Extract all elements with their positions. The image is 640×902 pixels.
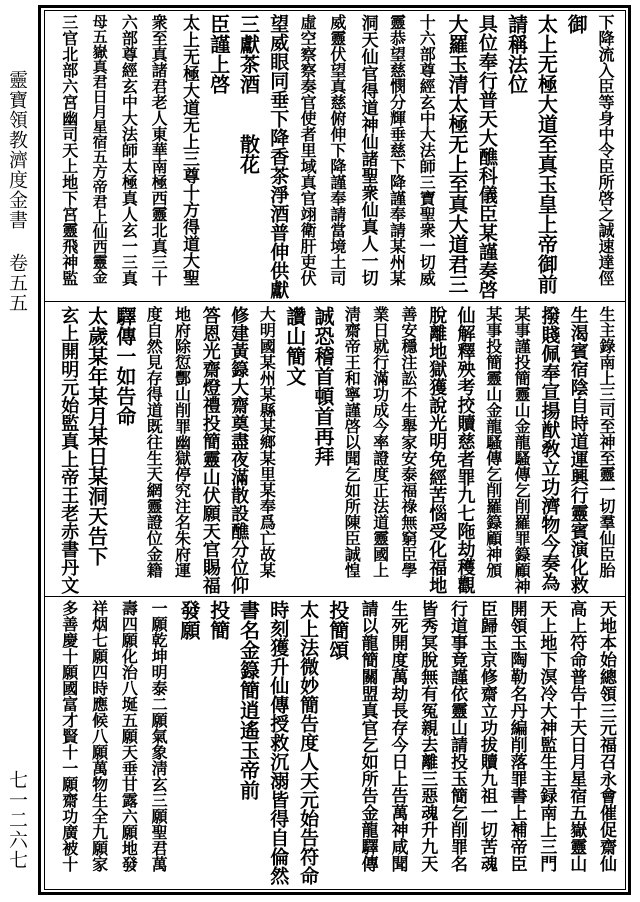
text-column: 度自然見存得道既往生天網靈證位金籍 [144, 306, 164, 578]
text-column: 壽四願化治八埏五願天垂甘露六願地發 [119, 600, 139, 872]
text-column: 臣歸玉京修齋立功拔贖九祖一切苦魂 [476, 600, 497, 872]
text-column: 仙解釋殃考挍贖慈者罪九七陁劫穫觀 [454, 306, 476, 594]
text-column: 修建黃籙大齋奠盡夜滿散設醮分位仰 [228, 306, 250, 594]
text-column: 多善慶十願國富才賢十一願齋功廣被十 [59, 600, 79, 872]
text-column: 地府除愆酆山削罪幽獄停究注名朱府運 [172, 306, 192, 578]
text-column: 某事謹投簡靈山金龍騷傳乞削羅罪籙顧神 [512, 306, 532, 594]
text-column: 十六部尊經玄中大法師三寶聖衆一切威 [417, 14, 437, 286]
text-column: 具位奉行普天大醮科儀臣某謹奏啓 [475, 14, 498, 299]
text-column: 太上法微妙簡告度人天元始告符命 [297, 600, 320, 885]
text-column: 生渴賓宿陰自時道運興行靈賓演化救 [567, 306, 589, 594]
text-column: 請稱法位 [504, 14, 529, 94]
text-column: 六部尊經玄中大法師太極真人玄一三真 [119, 14, 139, 286]
panel-separator-1 [44, 301, 626, 302]
text-column: 讚山簡文 [282, 306, 307, 386]
text-column: 驛傳一如告命 [112, 306, 137, 426]
margin-folio-number: 七一二六七 [6, 770, 28, 870]
text-column: 淸齋帝王和寧謹啓以聞乞如所陳臣誠惶 [342, 306, 362, 578]
text-column: 靈恭望慈憫分輝垂慈下降謹奉請某州某 [387, 14, 407, 286]
text-column: 善安穩注訟不生舉家安泰福祿無窮臣學 [398, 306, 418, 578]
text-column: 高上符命普告十天日月星宿五嶽靈山 [566, 600, 587, 872]
text-column: 母五嶽真君日月星宿五方帝君上仙西靈金 [90, 14, 109, 284]
text-column: 皆秀冥脫無有冤親去離三惡魂升九天 [417, 600, 438, 872]
text-column: 投簡 [206, 600, 231, 640]
text-column: 行道事竟謹依靈山請投玉簡乞削罪名 [447, 600, 468, 872]
text-column: 玄上開明元始監真上帝王老赤書丹文 [58, 306, 80, 594]
text-column: 虛空察察奏官使者里域真官翊衛肝吏伏 [298, 14, 318, 286]
text-column: 撥賤佩奉宣揚猷敎立功濟物今奏為 [538, 306, 561, 591]
text-column: 誠恐稽首頓首再拜 [310, 306, 335, 466]
text-column: 時刻獲升仙傳授救沉溺皆得自倫然 [267, 600, 290, 885]
text-column: 太上无極大道无上三尊十方得道大聖 [178, 14, 199, 286]
text-column: 太歲某年某月某日某洞天告下 [84, 306, 109, 566]
text-column: 威靈伏望真慈俯伸下降謹奉請當境土司 [327, 14, 347, 286]
text-column: 望威眼同垂下降香茶淨酒普伸供獻 [267, 14, 290, 299]
text-column: 請以龍簡關盟真官乞如所告金龍驛傳 [357, 600, 378, 872]
text-column: 生主錄南上三司至神至靈一切羣仙臣胎 [596, 306, 616, 578]
text-column: 三官北部六宮幽司天上地下宮靈飛神監 [59, 14, 79, 286]
text-column: 大明國某州某縣某鄉某里某奉爲亡故某 [257, 306, 277, 578]
text-column: 天上地下溟冷大神監生主録南上三門 [536, 600, 557, 872]
text-column: 投簡頌 [325, 600, 350, 660]
text-column: 生死開度萬劫長存今日上告萬神咸聞 [387, 600, 408, 872]
text-column: 書名金籙簡逍遙玉帝前 [236, 600, 261, 800]
text-column: 答恩光齋燈禮投簡靈山伏願天官賜福 [199, 306, 221, 594]
text-column: 下降流入臣等身中令臣所啓之誠速達俓 [595, 14, 615, 286]
text-column: 脫離地獄獲說光明免經苦惱受化福地 [426, 306, 448, 594]
text-column: 天地本始總領三元福召永會催促齋仙 [595, 600, 616, 872]
text-column: 洞天仙官得道神仙諸聖衆仙真人一切 [357, 14, 378, 286]
text-panel-top [50, 14, 620, 300]
text-panel-bottom [50, 600, 620, 886]
margin-book-title: 靈寶領教濟度金書 卷五五 [6, 70, 28, 313]
text-column: 御 [564, 14, 589, 34]
text-column: 某事投簡靈山金龍騷傳乞削羅籙顧神頒 [483, 306, 503, 578]
text-panel-middle [50, 306, 620, 594]
text-column: 太上无極大道至真玉皇上帝御前 [534, 14, 559, 294]
text-column: 發願 [176, 600, 201, 640]
text-column: 一願乾坤明泰二願氣象淸玄三願聖君萬 [149, 600, 169, 872]
text-column: 衆至真諸君老人東華南極西靈北真三十 [149, 14, 169, 286]
text-column: 三獻茶酒 散花 [236, 14, 261, 174]
text-column: 祥烟七願四時應候八願萬物生全九願家 [89, 600, 109, 872]
text-column: 開領玉陶勒名丹編削落罪書上補帝臣 [506, 600, 527, 872]
panel-separator-2 [44, 596, 626, 597]
text-column: 大羅玉清太極无上至真大道君三 [445, 14, 470, 294]
text-column: 臣謹上啓 [206, 14, 231, 94]
text-column: 業日就行滿功成今率證度正法道靈國上 [370, 306, 390, 578]
